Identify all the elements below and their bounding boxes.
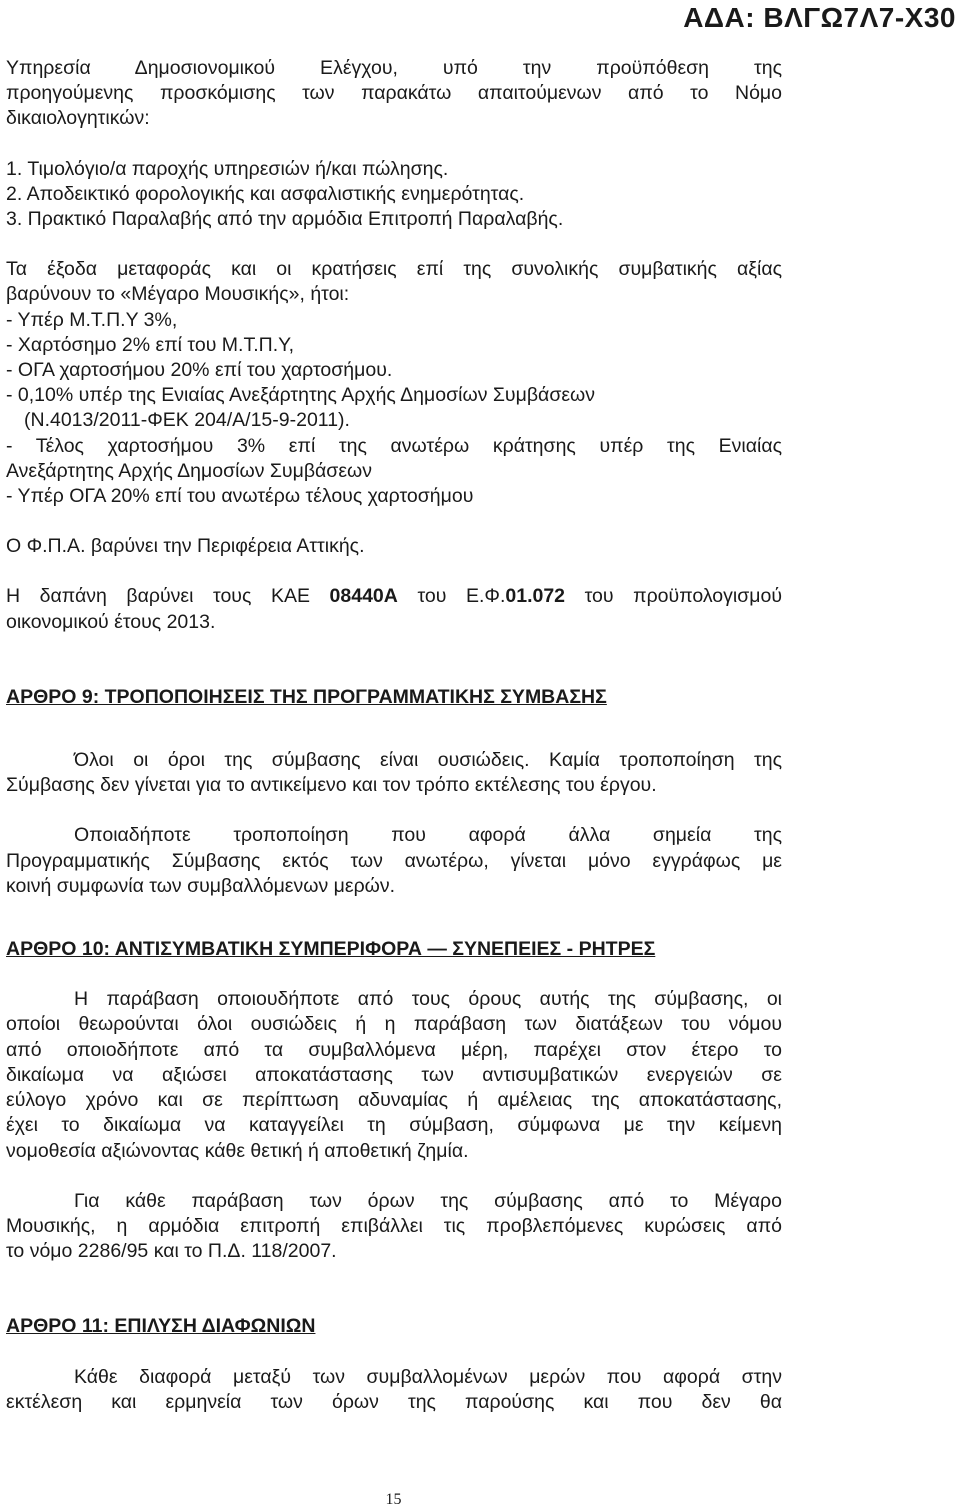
required-documents-list [6,157,782,233]
list-item: 2. Αποδεικτικό φορολογικής και ασφαλιστικής ενημερότητας. [6,182,525,205]
list-item: - 0,10% υπέρ της Ενιαίας Ανεξάρτητης Αρχής Δημοσίων Συμβάσεων [6,384,596,407]
text-line: Σύμβασης δεν γίνεται για το αντικείμενο και τον τρόπο εκτέλεσης του έργου. [6,774,657,797]
list-item: - Χαρτόσημο 2% επί του Μ.Τ.Π.Υ, [6,333,295,356]
text-line: οικονομικού έτους 2013. [6,610,216,633]
expense-post: του προϋπολογισμού [565,585,783,608]
vat-line: Ο Φ.Π.Α. βαρύνει την Περιφέρεια Αττικής. [6,535,365,558]
list-item: 1. Τιμολόγιο/α παροχής υπηρεσιών ή/και πώλησης. [6,157,449,180]
costs-paragraph [6,257,782,509]
list-item: - Υπέρ Μ.Τ.Π.Υ 3%, [6,308,178,331]
text-line: Ανεξάρτητης Αρχής Δημοσίων Συμβάσεων [6,459,373,482]
text-line: Οποιαδήποτε τροποποίηση που αφορά άλλα σημεία της [74,824,782,847]
text-line: Όλοι οι όροι της σύμβασης είναι ουσιώδεις. Καμία τροποποίηση της [74,749,782,772]
text-line: προηγούμενης προσκόμισης των παρακάτω απαιτούμενων από το Νόμο [6,82,782,105]
article-9-heading: ΑΡΘΡΟ 9: ΤΡΟΠΟΠΟΙΗΣΕΙΣ ΤΗΣ ΠΡΟΓΡΑΜΜΑΤΙΚΗΣ ΣΥΜΒΑΣΗΣ [6,685,607,708]
text-line: βαρύνουν το «Μέγαρο Μουσικής», ήτοι: [6,283,350,306]
text-line: Η παράβαση οποιουδήποτε από τους όρους αυτής της σύμβασης, οι [74,988,782,1011]
text-line: νομοθεσία αξιώνοντας κάθε θετική ή αποθετική ζημία. [6,1139,469,1162]
text-line: Μουσικής, η αρμόδια επιτροπή επιβάλλει τις προβλεπόμενες κυρώσεις από [6,1214,782,1237]
article-11-paragraph-1 [6,1365,782,1415]
page-number: 15 [385,1491,402,1508]
text-line: οποίοι θεωρούνται όλοι ουσιώδεις ή η παράβαση των διατάξεων του νόμου [6,1013,782,1036]
article-10-heading: ΑΡΘΡΟ 10: ΑΝΤΙΣΥΜΒΑΤΙΚΗ ΣΥΜΠΕΡΙΦΟΡΑ — ΣΥΝΕΠΕΙΕΣ - ΡΗΤΡΕΣ [6,938,656,961]
text-line: Τα έξοδα μεταφοράς και οι κρατήσεις επί της συνολικής συμβατικής αξίας [6,258,782,281]
text-line: δικαίωμα να αξιώσει αποκατάστασης των αντισυμβατικών ενεργειών σε [6,1063,782,1086]
article-11-heading: ΑΡΘΡΟ 11: ΕΠΙΛΥΣΗ ΔΙΑΦΩΝΙΩΝ [6,1315,316,1338]
text-line: Υπηρεσία Δημοσιονομικού Ελέγχου, υπό την προϋπόθεση της [6,57,782,79]
intro-paragraph [6,56,782,132]
text-line: Για κάθε παράβαση των όρων της σύμβασης από το Μέγαρο [74,1189,782,1212]
kae-code: 08440Α [329,585,398,608]
text-line [6,584,782,609]
list-item: - ΟΓΑ χαρτοσήμου 20% επί του χαρτοσήμου. [6,359,393,382]
text-line: - Υπέρ ΟΓΑ 20% επί του ανωτέρω τέλους χαρτοσήμου [6,485,474,508]
expense-mid: του Ε.Φ. [397,585,506,608]
expense-pre: Η δαπάνη βαρύνει τους ΚΑΕ [6,585,330,608]
text-line: - Τέλος χαρτοσήμου 3% επί της ανωτέρω κράτησης υπέρ της Ενιαίας [6,434,782,457]
text-line: Προγραμματικής Σύμβασης εκτός των ανωτέρω, γίνεται μόνο εγγράφως με [6,849,782,872]
text-line: κοινή συμφωνία των συμβαλλόμενων μερών. [6,874,396,897]
article-9-paragraph-1 [6,748,782,798]
text-line: εύλογο χρόνο και σε περίπτωση αδυναμίας ή αμέλειας της αποκατάστασης, [6,1089,782,1112]
ef-code: 01.072 [505,585,566,608]
article-10-paragraph-1 [6,987,782,1163]
document-body [6,56,782,1415]
article-10-paragraph-2 [6,1189,782,1265]
expense-paragraph [6,584,782,634]
text-line: το νόμο 2286/95 και το Π.Δ. 118/2007. [6,1240,337,1263]
text-line: Κάθε διαφορά μεταξύ των συμβαλλομένων μερών που αφορά στην [74,1365,782,1388]
text-line: από οποιοδήποτε από τα συμβαλλόμενα μέρη, παρέχει στον έτερο το [6,1038,782,1061]
article-9-paragraph-2 [6,823,782,899]
ada-code: ΑΔΑ: ΒΛΓΩ7Λ7-Χ30 [683,2,956,33]
text-line: δικαιολογητικών: [6,107,150,130]
text-line: έχει το δικαίωμα να καταγγείλει τη σύμβαση, σύμφωνα με την κείμενη [6,1114,782,1137]
text-line: εκτέλεση και ερμηνεία των όρων της παρούσης και που δεν θα [6,1390,782,1413]
list-item: (Ν.4013/2011-ΦΕΚ 204/Α/15-9-2011). [24,409,350,432]
list-item: 3. Πρακτικό Παραλαβής από την αρμόδια Επιτροπή Παραλαβής. [6,208,564,231]
